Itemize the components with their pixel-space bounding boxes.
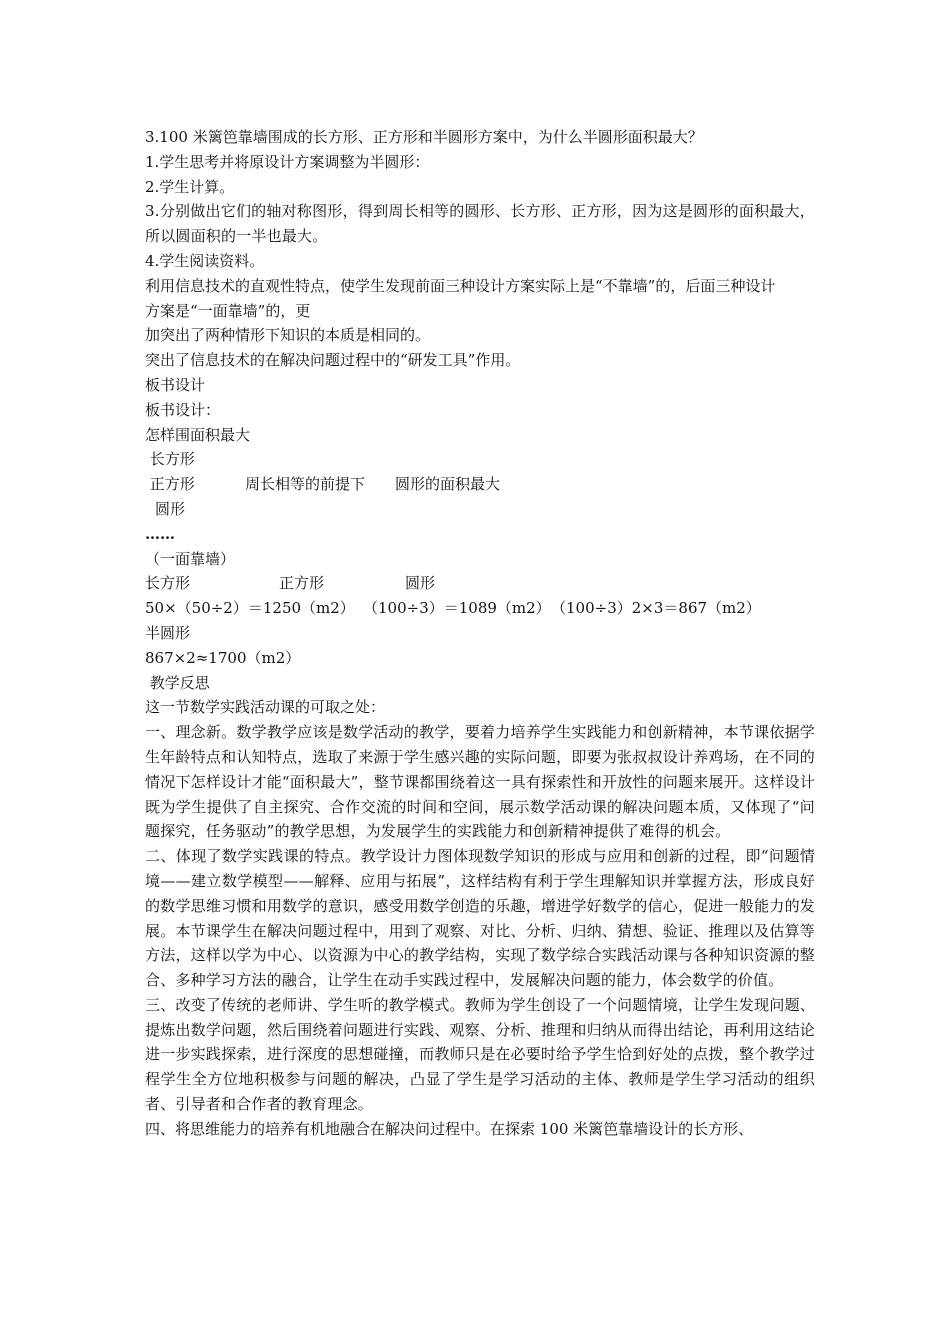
reflection-heading: 教学反思 [145, 673, 210, 692]
calc-circle: （100÷3）2×3＝867（m2） [551, 599, 761, 618]
board-premise: 周长相等的前提下 [245, 475, 366, 494]
board-conclusion: 圆形的面积最大 [395, 475, 501, 494]
board-square-row [145, 472, 815, 497]
board-calc-semi: 867×2≈1700（m2） [145, 648, 301, 667]
board-semicircle: 半圆形 [145, 623, 191, 642]
col-circle: 圆形 [405, 574, 436, 593]
board-square: 正方形 [145, 475, 195, 494]
board-rect: 长方形 [145, 450, 195, 469]
col-square: 正方形 [279, 574, 325, 593]
reflection-point-4: 四、将思维能力的培养有机地融合在解决问过程中。在探索 100 米篱笆靠墙设计的长方形、 [145, 1119, 754, 1138]
it-line-1: 利用信息技术的直观性特点，使学生发现前面三种设计方案实际上是“不靠墙”的，后面三种设计 [145, 276, 776, 295]
board-columns [145, 571, 815, 596]
it-line-4: 突出了信息技术的在解决问题过程中的“研发工具”作用。 [145, 351, 521, 370]
board-subheading: 板书设计： [145, 400, 221, 419]
calc-square: （100÷3）＝1089（m2） [363, 599, 551, 618]
reflection-intro: 这一节数学实践活动课的可取之处： [145, 698, 386, 717]
reflection-point-3: 三、改变了传统的老师讲、学生听的教学模式。教师为学生创设了一个问题情境，让学生发现问题、提炼出数学问题，然后围绕着问题进行实践、观察、分析、推理和归纳从而得出结论，再利用这结论进一步实践探索，进行深度的思想碰撞，而教师只是在必要时给予学生恰到好处的点拨，整个教学过程学生全方位地积极参与问题的解决，凸显了学生是学习活动的主体、教师是学生学习活动的组织者、引导者和合作者的教育理念。 [145, 995, 815, 1114]
step-2: 2.学生计算。 [145, 177, 235, 196]
board-wall: （一面靠墙） [145, 549, 236, 568]
step-3: 3.分别做出它们的轴对称图形，得到周长相等的圆形、长方形、正方形，因为这是圆形的面积最大，所以圆面积的一半也最大。 [145, 202, 815, 246]
step-1: 1.学生思考并将原设计方案调整为半圆形： [145, 152, 430, 171]
reflection-point-1: 一、理念新。数学教学应该是数学活动的教学，要着力培养学生实践能力和创新精神，本节课依据学生年龄特点和认知特点，选取了来源于学生感兴趣的实际问题，即要为张叔叔设计养鸡场，在不同的情况下怎样设计才能“面积最大”，整节课都围绕着这一具有探索性和开放性的问题来展开。这样设计既为学生提供了自主探究、合作交流的时间和空间，展示数学活动课的解决问题本质，又体现了“问题探究，任务驱动”的教学思想，为发展学生的实践能力和创新精神提供了难得的机会。 [145, 723, 815, 841]
it-line-2: 方案是“一面靠墙”的，更 [145, 301, 311, 320]
it-line-3: 加突出了两种情形下知识的本质是相同的。 [145, 326, 431, 345]
board-calcs [145, 596, 815, 621]
document-page [145, 125, 815, 1142]
board-circle-label: 圆形 [155, 499, 186, 518]
calc-rect: 50×（50÷2）＝1250（m2） [145, 599, 355, 618]
board-title: 怎样围面积最大 [145, 425, 251, 444]
board-ellipsis: …… [145, 524, 175, 543]
board-circle [145, 497, 815, 522]
question-3: 3.100 米篱笆靠墙围成的长方形、正方形和半圆形方案中，为什么半圆形面积最大？ [145, 128, 703, 146]
step-4: 4.学生阅读资料。 [145, 251, 265, 270]
board-heading: 板书设计 [145, 375, 206, 394]
col-rect: 长方形 [145, 574, 191, 593]
reflection-point-2: 二、体现了数学实践课的特点。教学设计力图体现数学知识的形成与应用和创新的过程，即“问题情境——建立数学模型——解释、应用与拓展”，这样结构有利于学生理解知识并掌握方法，形成良好的数学思维习惯和用数学的意识，感受用数学创造的乐趣，增进学好数学的信心，促进一般能力的发展。本节课学生在解决问题过程中，用到了观察、对比、分析、归纳、猜想、验证、推理以及估算等方法，这样以学为中心、以资源为中心的教学结构，实现了数学综合实践活动课与各种知识资源的整合、多种学习方法的融合，让学生在动手实践过程中，发展解决问题的能力，体会数学的价值。 [145, 847, 815, 990]
